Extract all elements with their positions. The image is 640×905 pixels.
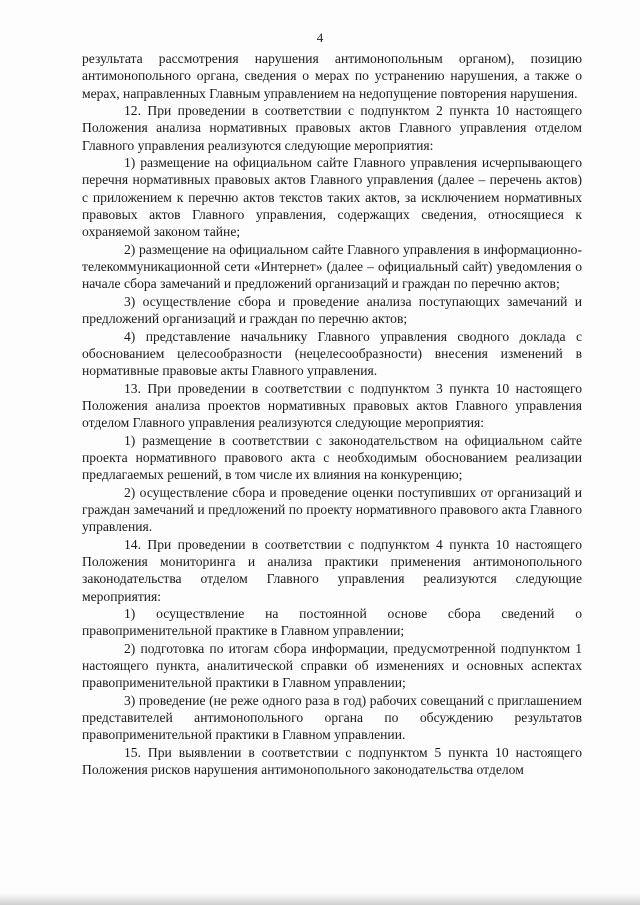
page-bottom-edge: [0, 893, 640, 905]
paragraph-14-item-2: 2) подготовка по итогам сбора информации, предусмотренной подпунктом 1 настоящего пункта, аналитической справки об изменениях и основных аспектах правоприменительной практики в Главном управлении;: [82, 640, 582, 691]
document-body: [82, 50, 582, 778]
paragraph-13-item-2: 2) осуществление сбора и проведение оценки поступивших от организаций и граждан замечаний и предложений по проекту нормативного правового акта Главного управления.: [82, 484, 582, 535]
paragraph-14: 14. При проведении в соответствии с подпунктом 4 пункта 10 настоящего Положения мониторинга и анализа практики применения антимонопольного законодательства отделом Главного управления реализуются следующие мероприятия:: [82, 536, 582, 604]
paragraph-12-item-3: 3) осуществление сбора и проведение анализа поступающих замечаний и предложений организаций и граждан по перечню актов;: [82, 293, 582, 327]
paragraph-continuation: результата рассмотрения нарушения антимонопольным органом), позицию антимонопольного органа, сведения о мерах по устранению нарушения, а также о мерах, направленных Главным управлением на недопущение повторения нарушения.: [82, 51, 582, 101]
paragraph-12-item-4: 4) представление начальнику Главного управления сводного доклада с обоснованием целесообразности (нецелесообразности) внесения изменений в нормативные правовые акты Главного управления.: [82, 328, 582, 379]
paragraph-12-item-1: 1) размещение на официальном сайте Главного управления исчерпывающего перечня нормативных правовых актов Главного управления (далее – перечень актов) с приложением к перечню актов текстов таких актов, за исключением нормативных правовых актов Главного управления, содержащих сведения, относящиеся к охраняемой законом тайне;: [82, 155, 582, 240]
page-number: 4: [316, 30, 324, 45]
paragraph-15: 15. При выявлении в соответствии с подпунктом 5 пункта 10 настоящего Положения рисков нарушения антимонопольного законодательства отделом: [82, 744, 582, 778]
paragraph-12: 12. При проведении в соответствии с подпунктом 2 пункта 10 настоящего Положения анализа нормативных правовых актов Главного управления отделом Главного управления реализуются следующие мероприятия:: [82, 103, 582, 153]
paragraph-14-item-3: 3) проведение (не реже одного раза в год) рабочих совещаний с приглашением представителей антимонопольного органа по обсуждению результатов правоприменительной практики в Главном управлении.: [82, 692, 582, 743]
paragraph-14-item-1: 1) осуществление на постоянной основе сбора сведений о правоприменительной практике в Главном управлении;: [82, 606, 582, 639]
paragraph-13-item-1: 1) размещение в соответствии с законодательством на официальном сайте проекта нормативного правового акта с необходимым обоснованием реализации предлагаемых решений, в том числе их влияния на конкуренцию;: [82, 432, 582, 483]
paragraph-12-item-2: 2) размещение на официальном сайте Главного управления в информационно-телекоммуникационной сети «Интернет» (далее – официальный сайт) уведомления о начале сбора замечаний и предложений организаций и граждан по перечню актов;: [82, 241, 582, 292]
paragraph-13: 13. При проведении в соответствии с подпунктом 3 пункта 10 настоящего Положения анализа проектов нормативных правовых актов Главного управления отделом Главного управления реализуются следующие мероприятия:: [82, 380, 582, 431]
